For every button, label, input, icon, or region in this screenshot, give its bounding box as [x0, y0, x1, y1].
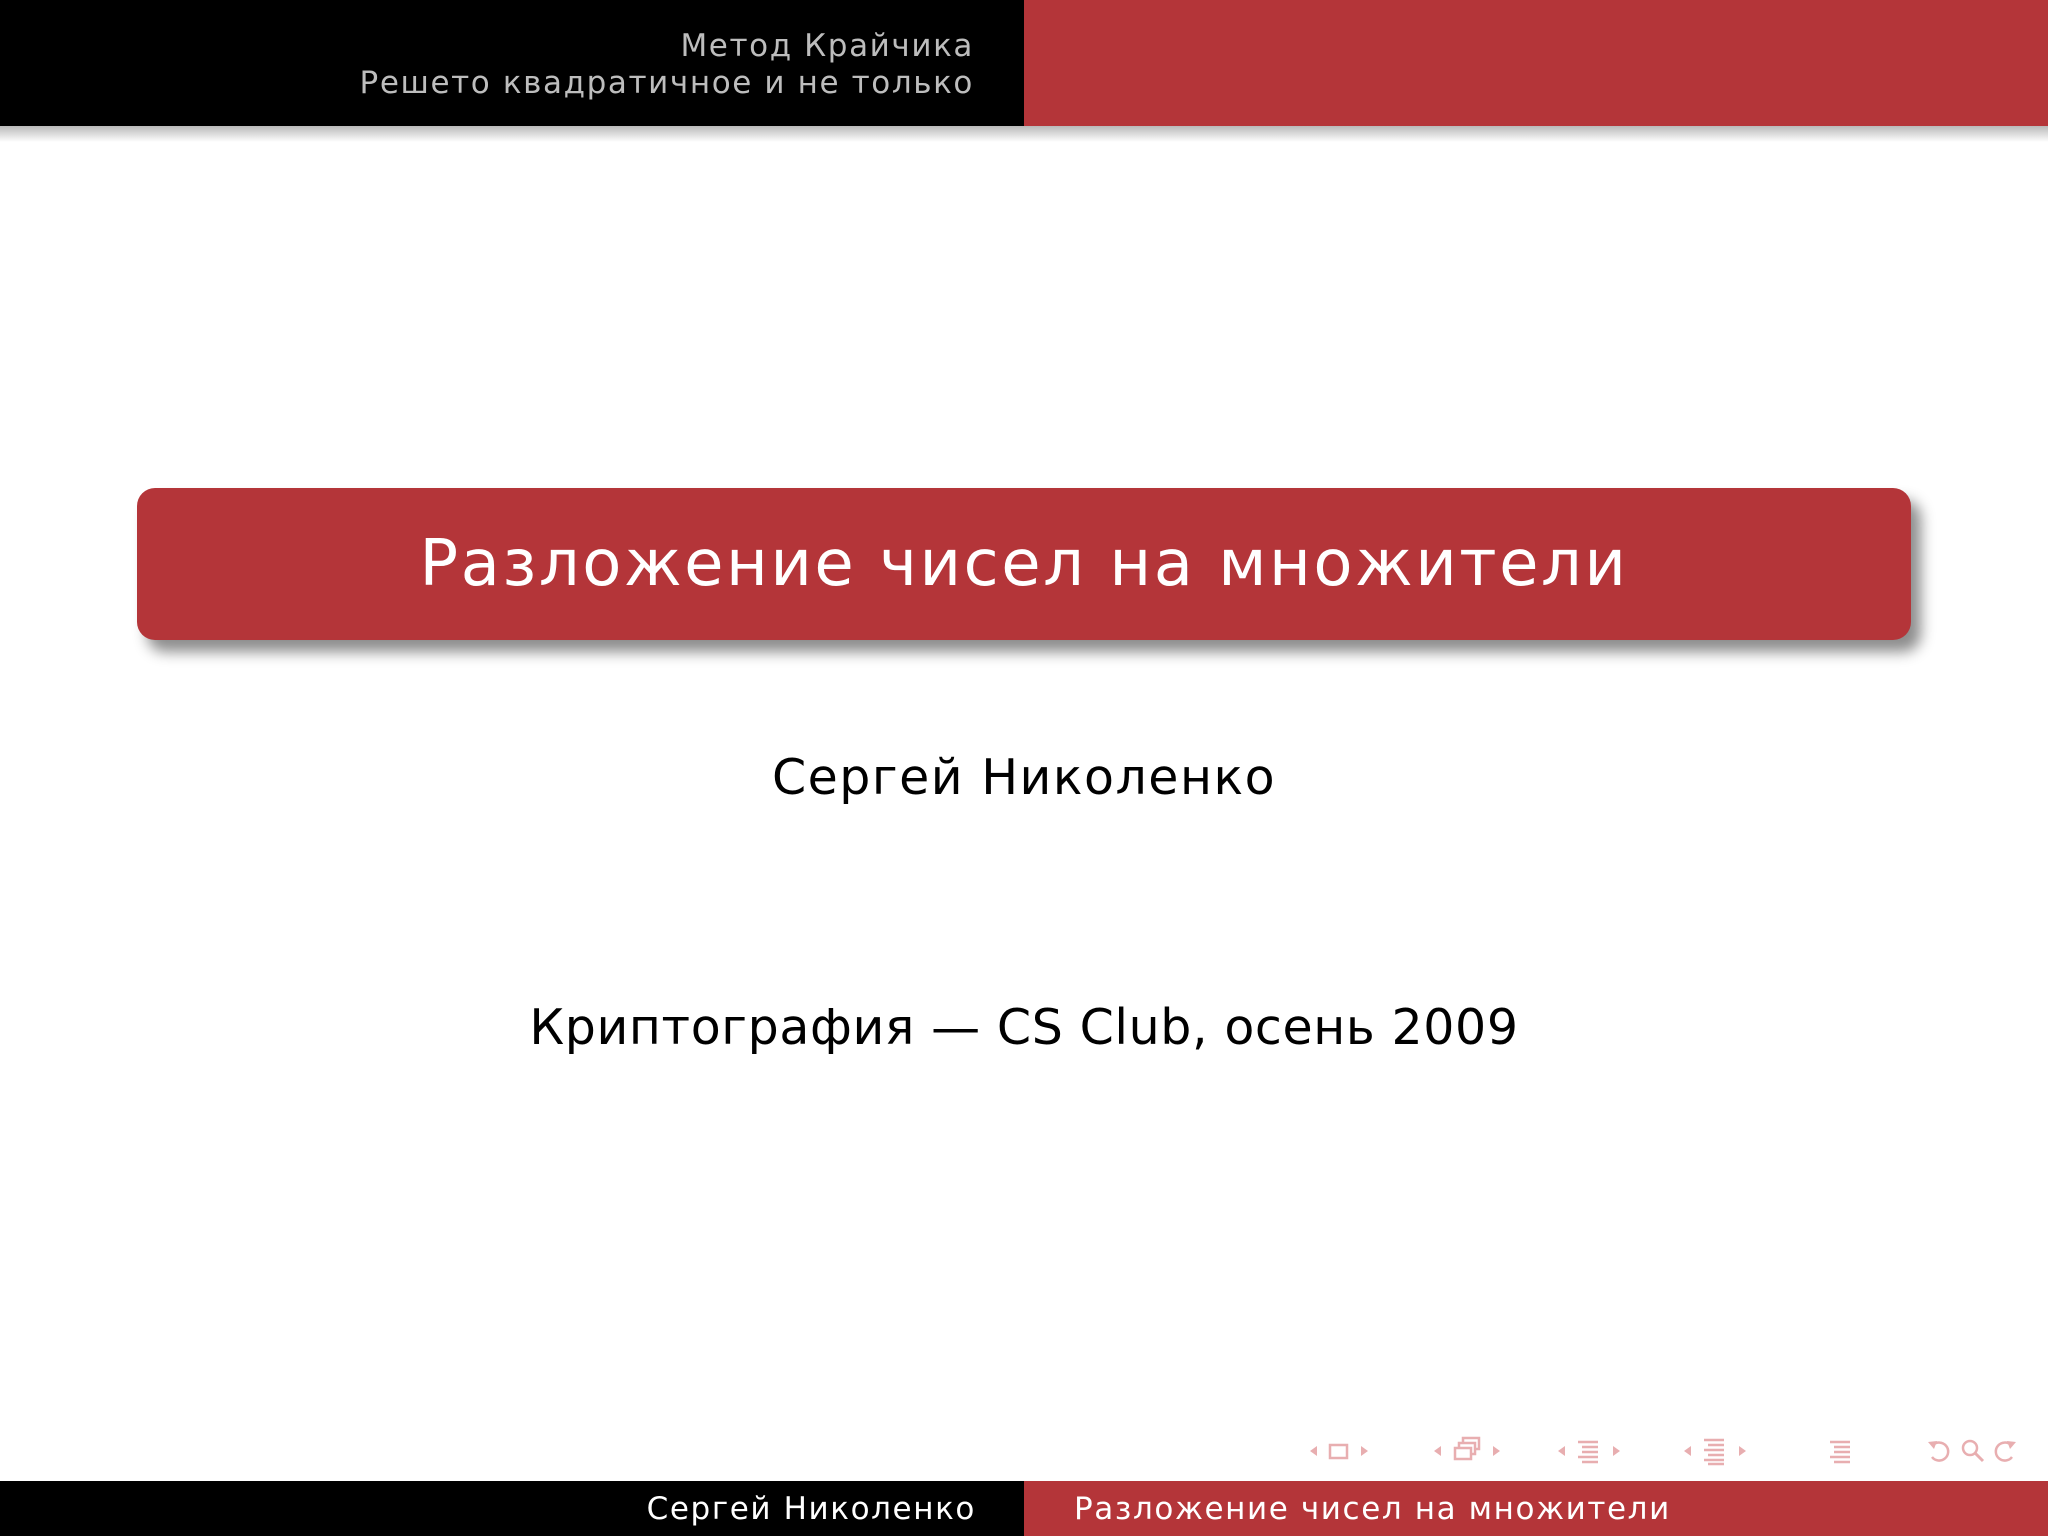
footer-title-panel — [1024, 1481, 2048, 1536]
header-accent-panel — [1024, 0, 2048, 126]
author-name: Сергей Николенко — [771, 749, 1277, 806]
section-icon[interactable] — [1575, 1436, 1603, 1466]
course-info: Криптография — CS Club, осень 2009 — [529, 999, 1519, 1056]
footer-author: Сергей Николенко — [646, 1490, 976, 1527]
prev-subsection-arrow-icon[interactable] — [1431, 1436, 1443, 1466]
next-frame-arrow-icon[interactable] — [1359, 1436, 1371, 1466]
frame-icon[interactable] — [1327, 1436, 1351, 1466]
document-icon[interactable] — [1827, 1436, 1855, 1466]
footer-bar — [0, 1481, 2048, 1536]
navigation-symbols — [1300, 1436, 2040, 1466]
footer-title: Разложение чисел на множители — [1074, 1490, 1671, 1527]
slide-title: Разложение чисел на множители — [419, 527, 1629, 601]
search-icon[interactable] — [1959, 1436, 1987, 1466]
header-shadow — [0, 126, 2048, 142]
next-section-arrow-icon[interactable] — [1611, 1436, 1623, 1466]
part-icon[interactable] — [1701, 1436, 1729, 1466]
header-bar — [0, 0, 2048, 126]
undo-icon[interactable] — [1925, 1436, 1955, 1466]
redo-icon[interactable] — [1989, 1436, 2019, 1466]
header-section-link[interactable]: Метод Крайчика — [680, 28, 974, 64]
title-box — [137, 488, 1911, 640]
next-part-arrow-icon[interactable] — [1737, 1436, 1749, 1466]
footer-author-panel — [0, 1481, 1024, 1536]
next-subsection-arrow-icon[interactable] — [1491, 1436, 1503, 1466]
subsection-icon[interactable] — [1451, 1436, 1483, 1466]
prev-section-arrow-icon[interactable] — [1555, 1436, 1567, 1466]
prev-part-arrow-icon[interactable] — [1681, 1436, 1693, 1466]
header-subsection-link[interactable]: Решето квадратичное и не только — [359, 65, 974, 101]
prev-frame-arrow-icon[interactable] — [1307, 1436, 1319, 1466]
header-navigation — [0, 0, 1024, 126]
